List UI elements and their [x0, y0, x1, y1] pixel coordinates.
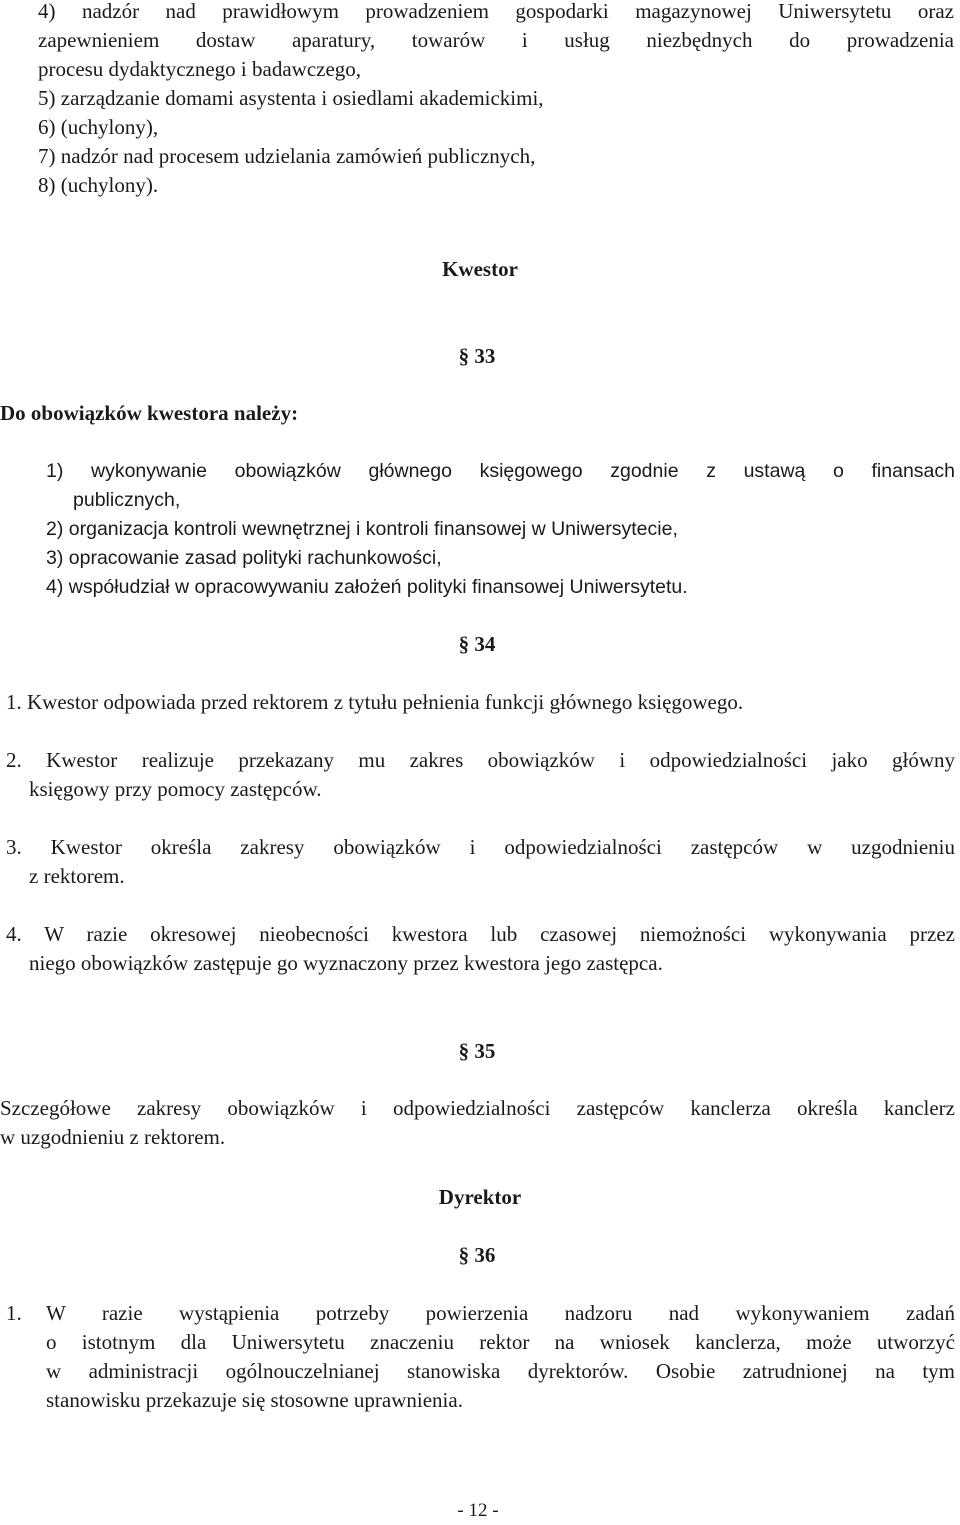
section-number-36: § 36: [458, 1243, 496, 1267]
paragraph-34-3-line-2: z rektorem.: [29, 864, 125, 888]
list-item-4-line-1: 4) nadzór nad prawidłowym prowadzeniem gospodarki magazynowej Uniwersytetu oraz: [38, 0, 954, 23]
paragraph-34-1: 1. Kwestor odpowiada przed rektorem z tytułu pełnienia funkcji głównego księgowego.: [6, 690, 744, 714]
section-heading-dyrektor: Dyrektor: [438, 1185, 522, 1209]
section-33-intro: Do obowiązków kwestora należy:: [0, 401, 299, 425]
list-item-8: 8) (uchylony).: [38, 173, 159, 197]
paragraph-34-4-line-1: 4. W razie okresowej nieobecności kwestora lub czasowej niemożności wykonywania przez: [6, 922, 955, 946]
section-heading-kwestor: Kwestor: [442, 257, 518, 281]
duty-item-2: 2) organizacja kontroli wewnętrznej i kontroli finansowej w Uniwersytecie,: [46, 518, 678, 540]
paragraph-34-3-line-1: 3. Kwestor określa zakresy obowiązków i odpowiedzialności zastępców w uzgodnieniu: [6, 835, 955, 859]
paragraph-36-1-line-4: stanowisku przekazuje się stosowne uprawnienia.: [46, 1388, 463, 1412]
section-number-34: § 34: [458, 632, 496, 656]
paragraph-36-1-line-1: W razie wystąpienia potrzeby powierzenia nadzoru nad wykonywaniem zadań: [46, 1301, 955, 1325]
list-item-6: 6) (uchylony),: [38, 115, 159, 139]
paragraph-35-line-2: w uzgodnieniu z rektorem.: [0, 1125, 226, 1149]
paragraph-36-1-line-3: w administracji ogólnouczelnianej stanowiska dyrektorów. Osobie zatrudnionej na tym: [46, 1359, 955, 1383]
paragraph-35-line-1: Szczegółowe zakresy obowiązków i odpowiedzialności zastępców kanclerza określa kanclerz: [0, 1096, 955, 1120]
duty-item-1-line-1: 1) wykonywanie obowiązków głównego księgowego zgodnie z ustawą o finansach: [46, 460, 955, 482]
section-number-33: § 33: [458, 344, 496, 368]
list-item-5: 5) zarządzanie domami asystenta i osiedlami akademickimi,: [38, 86, 544, 110]
duty-item-4: 4) współudział w opracowywaniu założeń polityki finansowej Uniwersytetu.: [46, 576, 688, 598]
page-number: - 12 -: [457, 1500, 499, 1521]
paragraph-34-2-line-2: księgowy przy pomocy zastępców.: [29, 777, 322, 801]
paragraph-36-1-number: 1.: [6, 1301, 22, 1325]
duty-item-3: 3) opracowanie zasad polityki rachunkowości,: [46, 547, 442, 569]
list-item-4-line-2: zapewnieniem dostaw aparatury, towarów i usług niezbędnych do prowadzenia: [38, 28, 954, 52]
list-item-7: 7) nadzór nad procesem udzielania zamówień publicznych,: [38, 144, 536, 168]
duty-item-1-line-2: publicznych,: [73, 489, 181, 511]
paragraph-34-2-line-1: 2. Kwestor realizuje przekazany mu zakres obowiązków i odpowiedzialności jako główny: [6, 748, 955, 772]
paragraph-34-4-line-2: niego obowiązków zastępuje go wyznaczony przez kwestora jego zastępca.: [29, 951, 663, 975]
section-number-35: § 35: [458, 1039, 496, 1063]
list-item-4-line-3: procesu dydaktycznego i badawczego,: [38, 57, 362, 81]
paragraph-36-1-line-2: o istotnym dla Uniwersytetu znaczeniu rektor na wniosek kanclerza, może utworzyć: [46, 1330, 955, 1354]
